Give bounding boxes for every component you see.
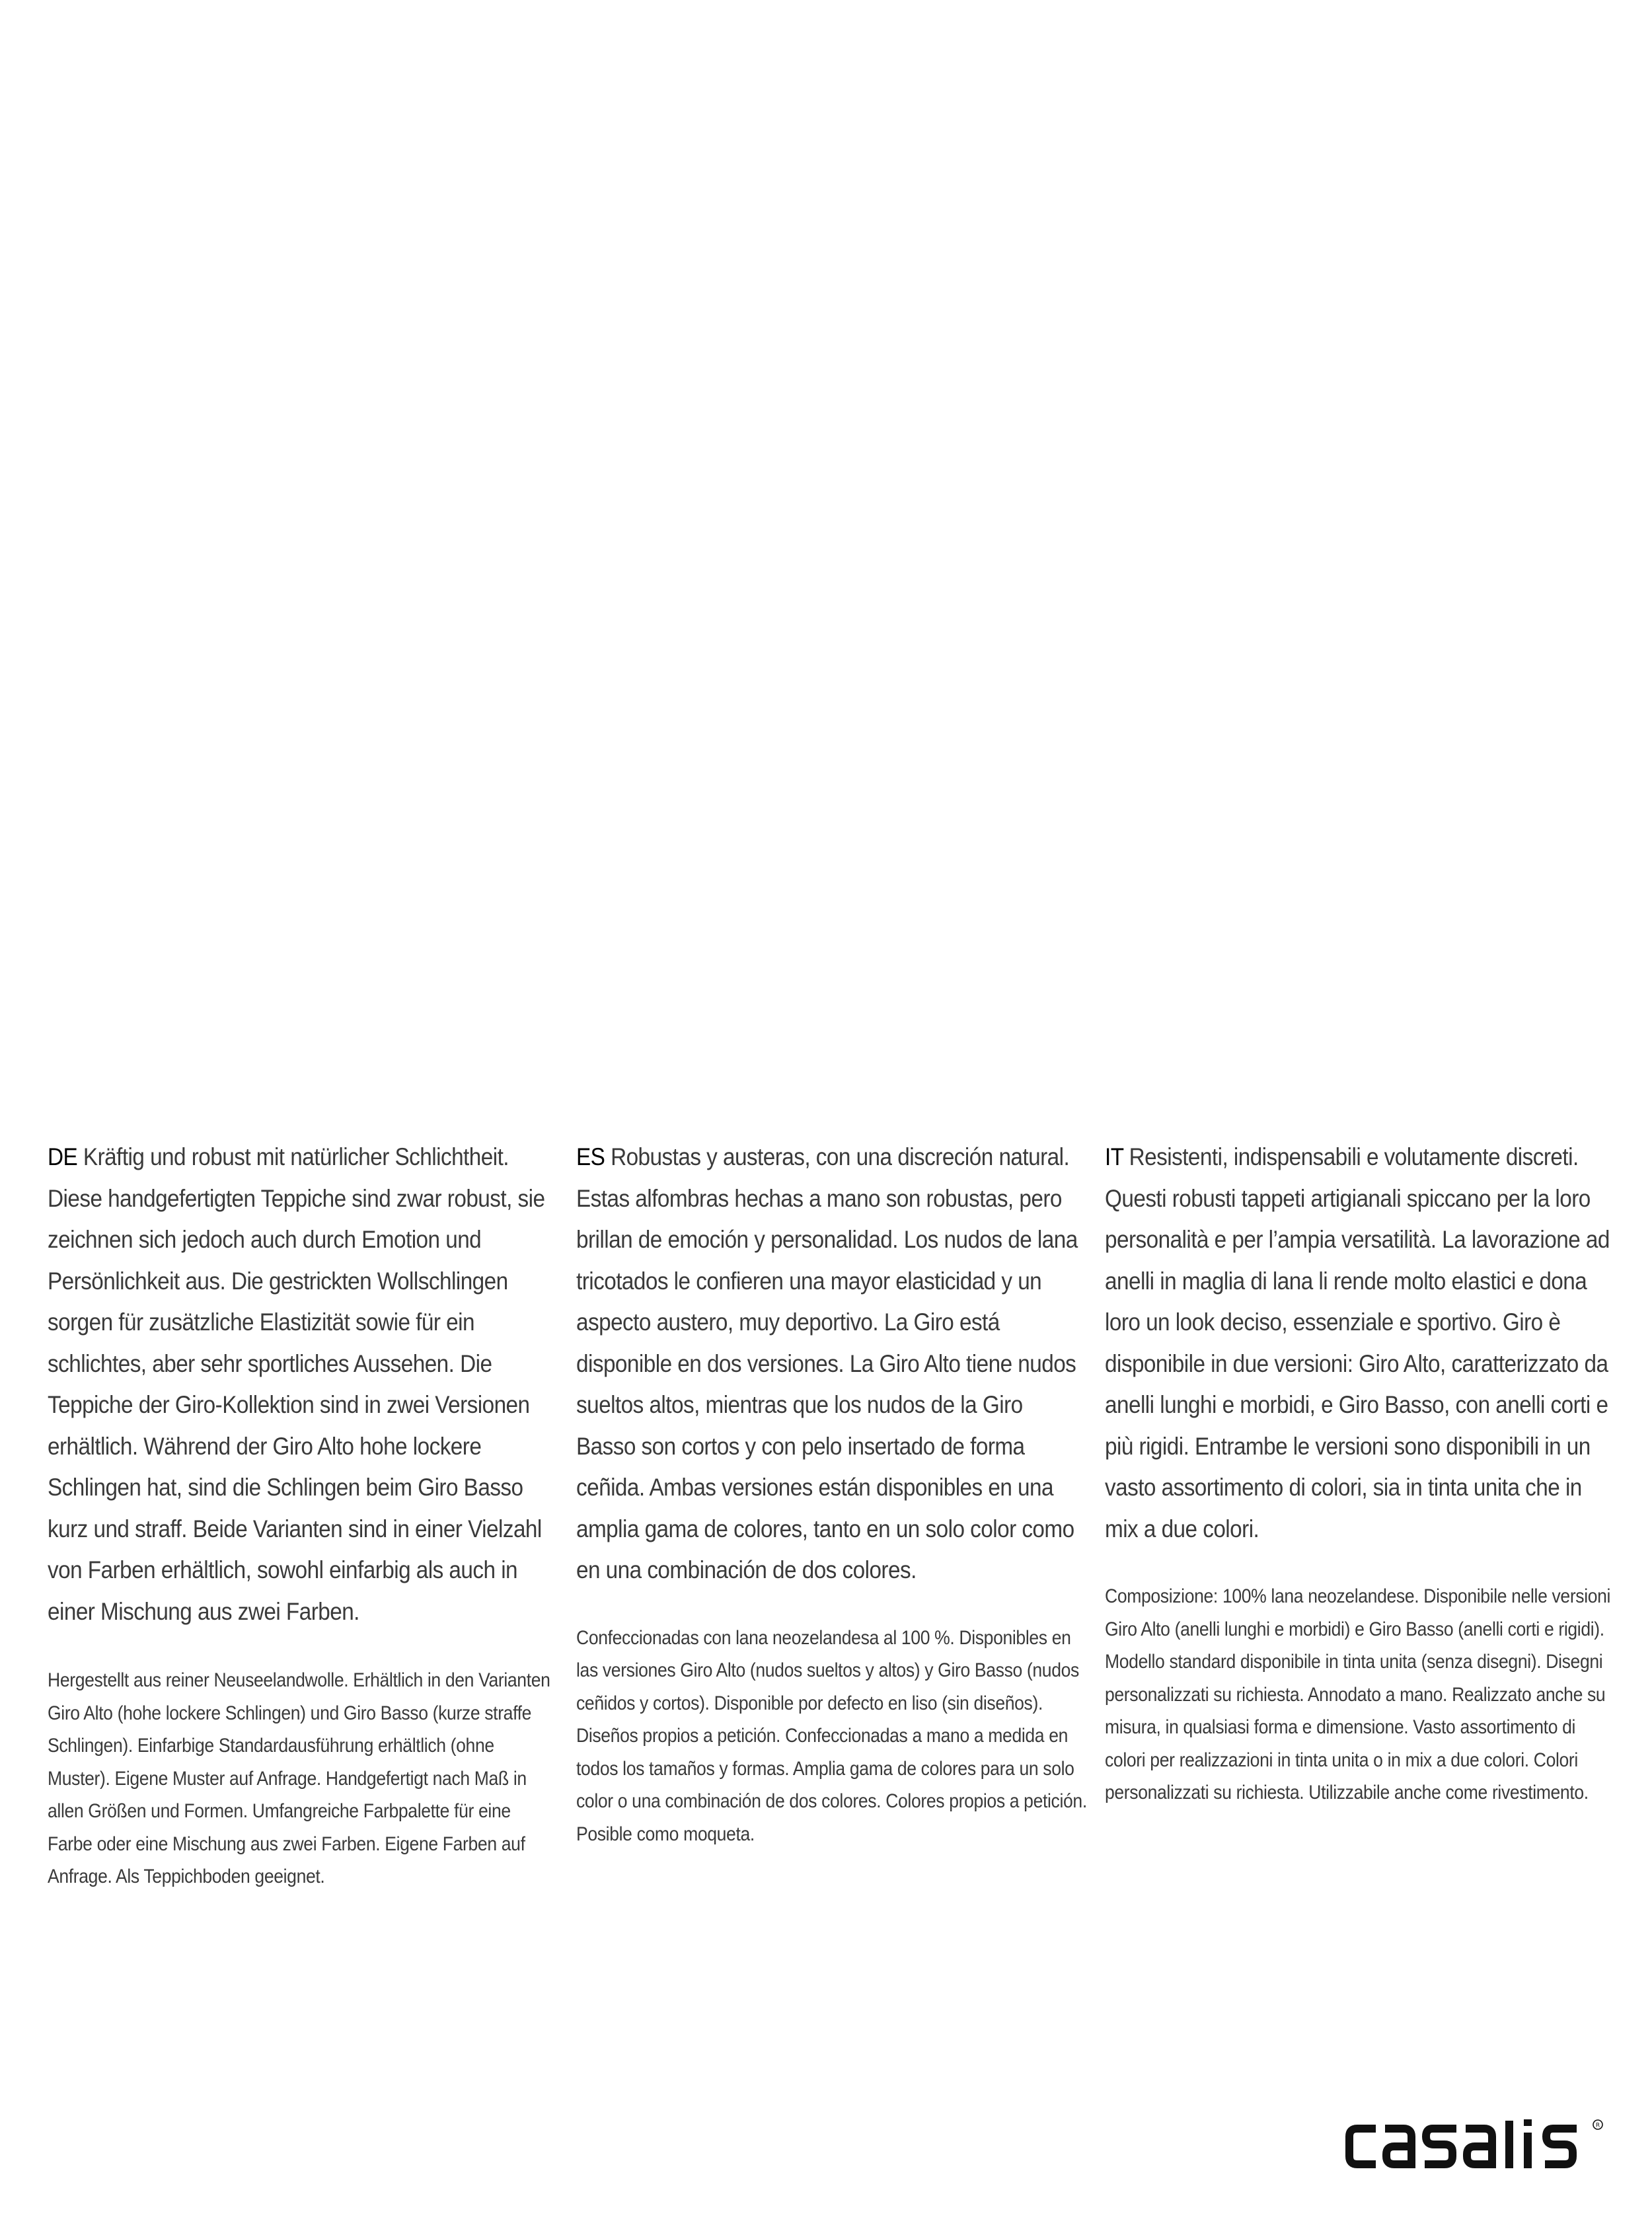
lang-code-it: IT [1105,1143,1123,1170]
svg-text:R: R [1595,2122,1600,2129]
lead-paragraph-it [1105,1137,1616,1550]
registered-mark-icon [1593,2120,1602,2129]
spec-paragraph-de: Hergestellt aus reiner Neuseelandwolle. Erhältlich in den Varianten Giro Alto (hohe lockere Schlingen) und Giro Basso (kurze straffe Schlingen). Einfarbige Standardausführung erhältlich (ohne Muster). Eigene Muster auf Anfrage. Handgefertigt nach Maß in allen Größen und Formen. Umfangreiche Farbpalette für eine Farbe oder eine Mischung aus zwei Farben. Eigene Farben auf Anfrage. Als Teppichboden geeignet. [48,1669,550,1887]
casalis-logo [1344,2118,1606,2175]
casalis-logo-mark [1344,2118,1606,2175]
text-column-it [1105,1137,1620,1809]
lead-text-it: Resistenti, indispensabili e volutamente discreti. Questi robusti tappeti artigianali spiccano per la loro personalità e per l’ampia versatilità. La lavorazione ad anelli in maglia di lana li rende molto elastici e dona loro un look deciso, essenziale e sportivo. Giro è disponibile in due versioni: Giro Alto, caratterizzato da anelli lunghi e morbidi, e Giro Basso, con anelli corti e più rigidi. Entrambe le versioni sono disponibili in un vasto assortimento di colori, sia in tinta unita che in mix a due colori. [1105,1143,1610,1542]
lead-paragraph-de [48,1137,559,1632]
lang-code-de: DE [48,1143,78,1170]
text-column-es [576,1137,1092,1850]
spec-paragraph-it: Composizione: 100% lana neozelandese. Disponibile nelle versioni Giro Alto (anelli lunghi e morbidi) e Giro Basso (anelli corti e rigidi). Modello standard disponibile in tinta unita (senza disegni). Disegni personalizzati su richiesta. Annodato a mano. Realizzato anche su misura, in qualsiasi forma e dimensione. Vasto assortimento di colori per realizzazioni in tinta unita o in mix a due colori. Colori personalizzati su richiesta. Utilizzabile anche come rivestimento. [1105,1585,1611,1803]
lang-code-es: ES [576,1143,605,1170]
lead-text-de: Kräftig und robust mit natürlicher Schlichtheit. Diese handgefertigten Teppiche sind zwar robust, sie zeichnen sich jedoch auch durch Emotion und Persönlichkeit aus. Die gestrickten Wollschlingen sorgen für zusätzliche Elastizität sowie für ein schlichtes, aber sehr sportliches Aussehen. Die Teppiche der Giro-Kollektion sind in zwei Versionen erhältlich. Während der Giro Alto hohe lockere Schlingen hat, sind die Schlingen beim Giro Basso kurz und straff. Beide Varianten sind in einer Vielzahl von Farben erhältlich, sowohl einfarbig als auch in einer Mischung aus zwei Farben. [48,1143,545,1625]
text-column-de [48,1137,563,1893]
spec-paragraph-es: Confeccionadas con lana neozelandesa al 100 %. Disponibles en las versiones Giro Alto (nudos sueltos y altos) y Giro Basso (nudos ceñidos y cortos). Disponible por defecto en liso (sin diseños). Diseños propios a petición. Confeccionadas a mano a medida en todos los tamaños y formas. Amplia gama de colores para un solo color o una combinación de dos colores. Colores propios a petición. Posible como moqueta. [576,1626,1087,1845]
lead-paragraph-es [576,1137,1088,1591]
lead-text-es: Robustas y austeras, con una discreción natural. Estas alfombras hechas a mano son robustas, pero brillan de emoción y personalidad. Los nudos de lana tricotados le confieren una mayor elasticidad y un aspecto austero, muy deportivo. La Giro está disponible en dos versiones. La Giro Alto tiene nudos sueltos altos, mientras que los nudos de la Giro Basso son cortos y con pelo insertado de forma ceñida. Ambas versiones están disponibles en una amplia gama de colores, tanto en un solo color como en una combinación de dos colores. [576,1143,1078,1583]
